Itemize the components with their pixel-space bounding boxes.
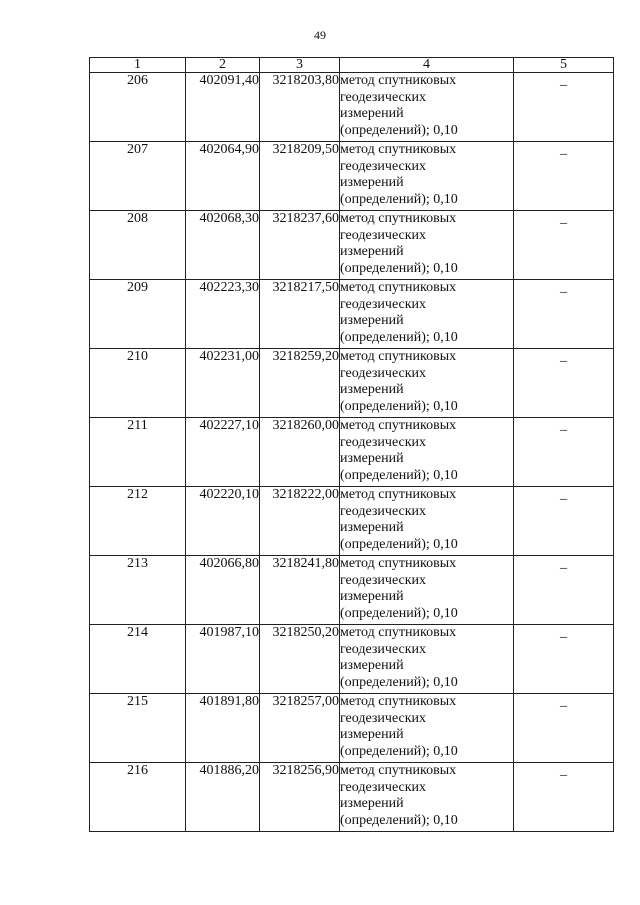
col5-cell: _ bbox=[514, 694, 614, 763]
method-line: (определений); 0,10 bbox=[340, 191, 458, 207]
x-coordinate-cell: 401891,80 bbox=[186, 694, 260, 763]
point-number-cell: 209 bbox=[90, 280, 186, 349]
x-coordinate-cell: 402066,80 bbox=[186, 556, 260, 625]
method-cell bbox=[340, 625, 514, 694]
method-line: (определений); 0,10 bbox=[340, 122, 458, 138]
method-line: (определений); 0,10 bbox=[340, 743, 458, 759]
method-cell bbox=[340, 487, 514, 556]
header-col-5: 5 bbox=[514, 58, 614, 73]
col5-cell: _ bbox=[514, 487, 614, 556]
y-coordinate-cell: 3218256,90 bbox=[260, 763, 340, 832]
method-line: геодезических bbox=[340, 227, 427, 243]
table-row bbox=[90, 73, 614, 142]
y-coordinate-cell: 3218250,20 bbox=[260, 625, 340, 694]
table-row bbox=[90, 556, 614, 625]
method-cell bbox=[340, 418, 514, 487]
method-line: (определений); 0,10 bbox=[340, 812, 458, 828]
x-coordinate-cell: 402227,10 bbox=[186, 418, 260, 487]
header-col-1: 1 bbox=[90, 58, 186, 73]
method-line: метод спутниковых bbox=[340, 694, 457, 709]
method-line: геодезических bbox=[340, 779, 427, 795]
y-coordinate-cell: 3218241,80 bbox=[260, 556, 340, 625]
col5-cell: _ bbox=[514, 280, 614, 349]
x-coordinate-cell: 402220,10 bbox=[186, 487, 260, 556]
table-row bbox=[90, 625, 614, 694]
method-line: метод спутниковых bbox=[340, 418, 457, 433]
method-line: (определений); 0,10 bbox=[340, 467, 458, 483]
x-coordinate-cell: 402068,30 bbox=[186, 211, 260, 280]
col5-cell: _ bbox=[514, 211, 614, 280]
y-coordinate-cell: 3218260,00 bbox=[260, 418, 340, 487]
method-line: метод спутниковых bbox=[340, 487, 457, 502]
method-line: измерений bbox=[340, 658, 404, 673]
method-line: геодезических bbox=[340, 710, 427, 726]
method-line: геодезических bbox=[340, 641, 427, 657]
x-coordinate-cell: 402223,30 bbox=[186, 280, 260, 349]
header-col-2: 2 bbox=[186, 58, 260, 73]
method-line: геодезических bbox=[340, 365, 427, 381]
point-number-cell: 214 bbox=[90, 625, 186, 694]
col5-cell: _ bbox=[514, 556, 614, 625]
method-line: измерений bbox=[340, 313, 404, 328]
method-cell bbox=[340, 211, 514, 280]
coordinates-table bbox=[89, 57, 614, 832]
y-coordinate-cell: 3218259,20 bbox=[260, 349, 340, 418]
point-number-cell: 206 bbox=[90, 73, 186, 142]
method-line: геодезических bbox=[340, 158, 427, 174]
method-line: геодезических bbox=[340, 89, 427, 105]
y-coordinate-cell: 3218203,80 bbox=[260, 73, 340, 142]
method-line: измерений bbox=[340, 106, 404, 121]
point-number-cell: 207 bbox=[90, 142, 186, 211]
x-coordinate-cell: 402064,90 bbox=[186, 142, 260, 211]
method-line: (определений); 0,10 bbox=[340, 398, 458, 414]
method-line: метод спутниковых bbox=[340, 73, 457, 88]
table-row bbox=[90, 694, 614, 763]
table-body bbox=[90, 73, 614, 832]
method-cell bbox=[340, 280, 514, 349]
x-coordinate-cell: 402231,00 bbox=[186, 349, 260, 418]
method-line: геодезических bbox=[340, 296, 427, 312]
table-row bbox=[90, 763, 614, 832]
y-coordinate-cell: 3218257,00 bbox=[260, 694, 340, 763]
method-line: измерений bbox=[340, 727, 404, 742]
method-cell bbox=[340, 73, 514, 142]
method-line: измерений bbox=[340, 451, 404, 466]
method-line: (определений); 0,10 bbox=[340, 260, 458, 276]
point-number-cell: 215 bbox=[90, 694, 186, 763]
method-cell bbox=[340, 556, 514, 625]
col5-cell: _ bbox=[514, 418, 614, 487]
method-line: измерений bbox=[340, 382, 404, 397]
table-row bbox=[90, 211, 614, 280]
point-number-cell: 211 bbox=[90, 418, 186, 487]
method-line: (определений); 0,10 bbox=[340, 674, 458, 690]
y-coordinate-cell: 3218222,00 bbox=[260, 487, 340, 556]
method-line: метод спутниковых bbox=[340, 349, 457, 364]
point-number-cell: 213 bbox=[90, 556, 186, 625]
col5-cell: _ bbox=[514, 625, 614, 694]
method-line: измерений bbox=[340, 244, 404, 259]
table-row bbox=[90, 418, 614, 487]
point-number-cell: 208 bbox=[90, 211, 186, 280]
table-row bbox=[90, 142, 614, 211]
table-row bbox=[90, 487, 614, 556]
method-line: геодезических bbox=[340, 572, 427, 588]
y-coordinate-cell: 3218237,60 bbox=[260, 211, 340, 280]
method-line: измерений bbox=[340, 175, 404, 190]
y-coordinate-cell: 3218217,50 bbox=[260, 280, 340, 349]
col5-cell: _ bbox=[514, 73, 614, 142]
point-number-cell: 216 bbox=[90, 763, 186, 832]
method-line: измерений bbox=[340, 589, 404, 604]
header-col-3: 3 bbox=[260, 58, 340, 73]
method-line: измерений bbox=[340, 796, 404, 811]
col5-cell: _ bbox=[514, 763, 614, 832]
y-coordinate-cell: 3218209,50 bbox=[260, 142, 340, 211]
method-cell bbox=[340, 694, 514, 763]
method-line: (определений); 0,10 bbox=[340, 605, 458, 621]
method-line: метод спутниковых bbox=[340, 625, 457, 640]
method-line: метод спутниковых bbox=[340, 763, 457, 778]
method-line: метод спутниковых bbox=[340, 556, 457, 571]
col5-cell: _ bbox=[514, 349, 614, 418]
page-number: 49 bbox=[314, 28, 326, 42]
x-coordinate-cell: 401886,20 bbox=[186, 763, 260, 832]
x-coordinate-cell: 402091,40 bbox=[186, 73, 260, 142]
header-col-4: 4 bbox=[340, 58, 514, 73]
method-line: геодезических bbox=[340, 434, 427, 450]
point-number-cell: 210 bbox=[90, 349, 186, 418]
method-cell bbox=[340, 349, 514, 418]
table-row bbox=[90, 280, 614, 349]
table-row bbox=[90, 349, 614, 418]
method-line: метод спутниковых bbox=[340, 280, 457, 295]
method-cell bbox=[340, 763, 514, 832]
method-line: метод спутниковых bbox=[340, 211, 457, 226]
method-line: геодезических bbox=[340, 503, 427, 519]
method-line: (определений); 0,10 bbox=[340, 329, 458, 345]
method-cell bbox=[340, 142, 514, 211]
header-row bbox=[90, 58, 614, 73]
method-line: метод спутниковых bbox=[340, 142, 457, 157]
method-line: (определений); 0,10 bbox=[340, 536, 458, 552]
col5-cell: _ bbox=[514, 142, 614, 211]
x-coordinate-cell: 401987,10 bbox=[186, 625, 260, 694]
point-number-cell: 212 bbox=[90, 487, 186, 556]
method-line: измерений bbox=[340, 520, 404, 535]
